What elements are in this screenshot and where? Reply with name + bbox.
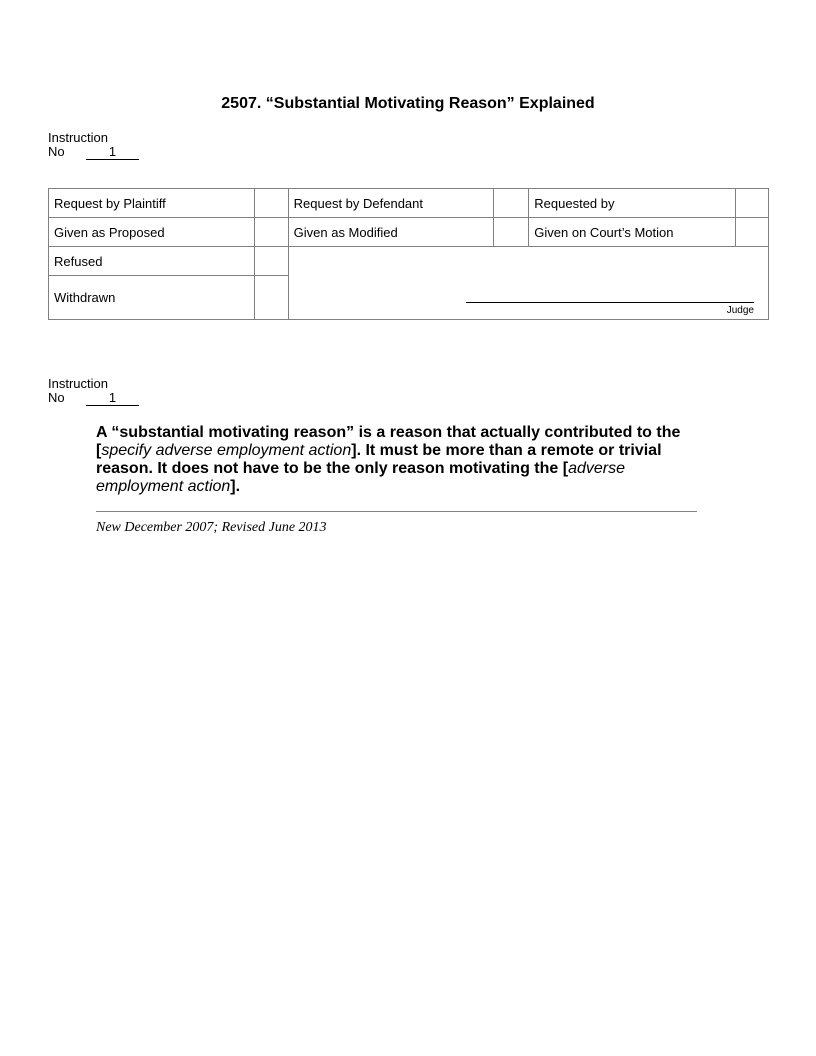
instruction-text-part1: A “substantial motivating reason” is a reason that actually contributed to the [ (96, 424, 681, 459)
instruction-text-placeholder-1: specify adverse employment action (101, 442, 352, 459)
request-by-plaintiff-label: Request by Plaintiff (49, 189, 255, 218)
instruction-text-placeholder-2: adverse employment action (96, 460, 625, 495)
instruction-number-block-2 (48, 377, 139, 406)
instruction-label: Instruction (48, 376, 108, 391)
instruction-text-part5: ]. (230, 478, 241, 495)
page-title: 2507. “Substantial Motivating Reason” Explained (221, 95, 595, 112)
given-as-modified-label: Given as Modified (288, 218, 494, 247)
given-as-modified-box[interactable] (494, 218, 529, 247)
judge-label: Judge (726, 305, 754, 316)
instruction-number-block (48, 131, 139, 160)
request-status-table (48, 188, 769, 320)
given-on-courts-motion-label: Given on Court’s Motion (529, 218, 736, 247)
instruction-no-field[interactable]: 1 (86, 145, 139, 160)
request-by-defendant-label: Request by Defendant (288, 189, 494, 218)
withdrawn-box[interactable] (254, 276, 288, 320)
judge-signature-line[interactable] (466, 302, 754, 303)
judge-signature-area (288, 247, 768, 320)
section-divider (96, 511, 697, 512)
request-by-defendant-box[interactable] (494, 189, 529, 218)
withdrawn-label: Withdrawn (49, 276, 255, 320)
revision-history: New December 2007; Revised June 2013 (96, 520, 327, 535)
instruction-text-part3: ]. It must be more than a remote or trivial reason. It does not have to be the only reason motivating the [ (96, 442, 662, 477)
requested-by-box[interactable] (736, 189, 769, 218)
instruction-no-field[interactable]: 1 (86, 391, 139, 406)
instruction-label: Instruction (48, 130, 108, 145)
request-by-plaintiff-box[interactable] (254, 189, 288, 218)
requested-by-label: Requested by (529, 189, 736, 218)
instruction-no-label: No (48, 390, 65, 405)
instruction-no-label: No (48, 144, 65, 159)
given-on-courts-motion-box[interactable] (736, 218, 769, 247)
instruction-text (96, 424, 706, 496)
given-as-proposed-label: Given as Proposed (49, 218, 255, 247)
refused-label: Refused (49, 247, 255, 276)
given-as-proposed-box[interactable] (254, 218, 288, 247)
refused-box[interactable] (254, 247, 288, 276)
